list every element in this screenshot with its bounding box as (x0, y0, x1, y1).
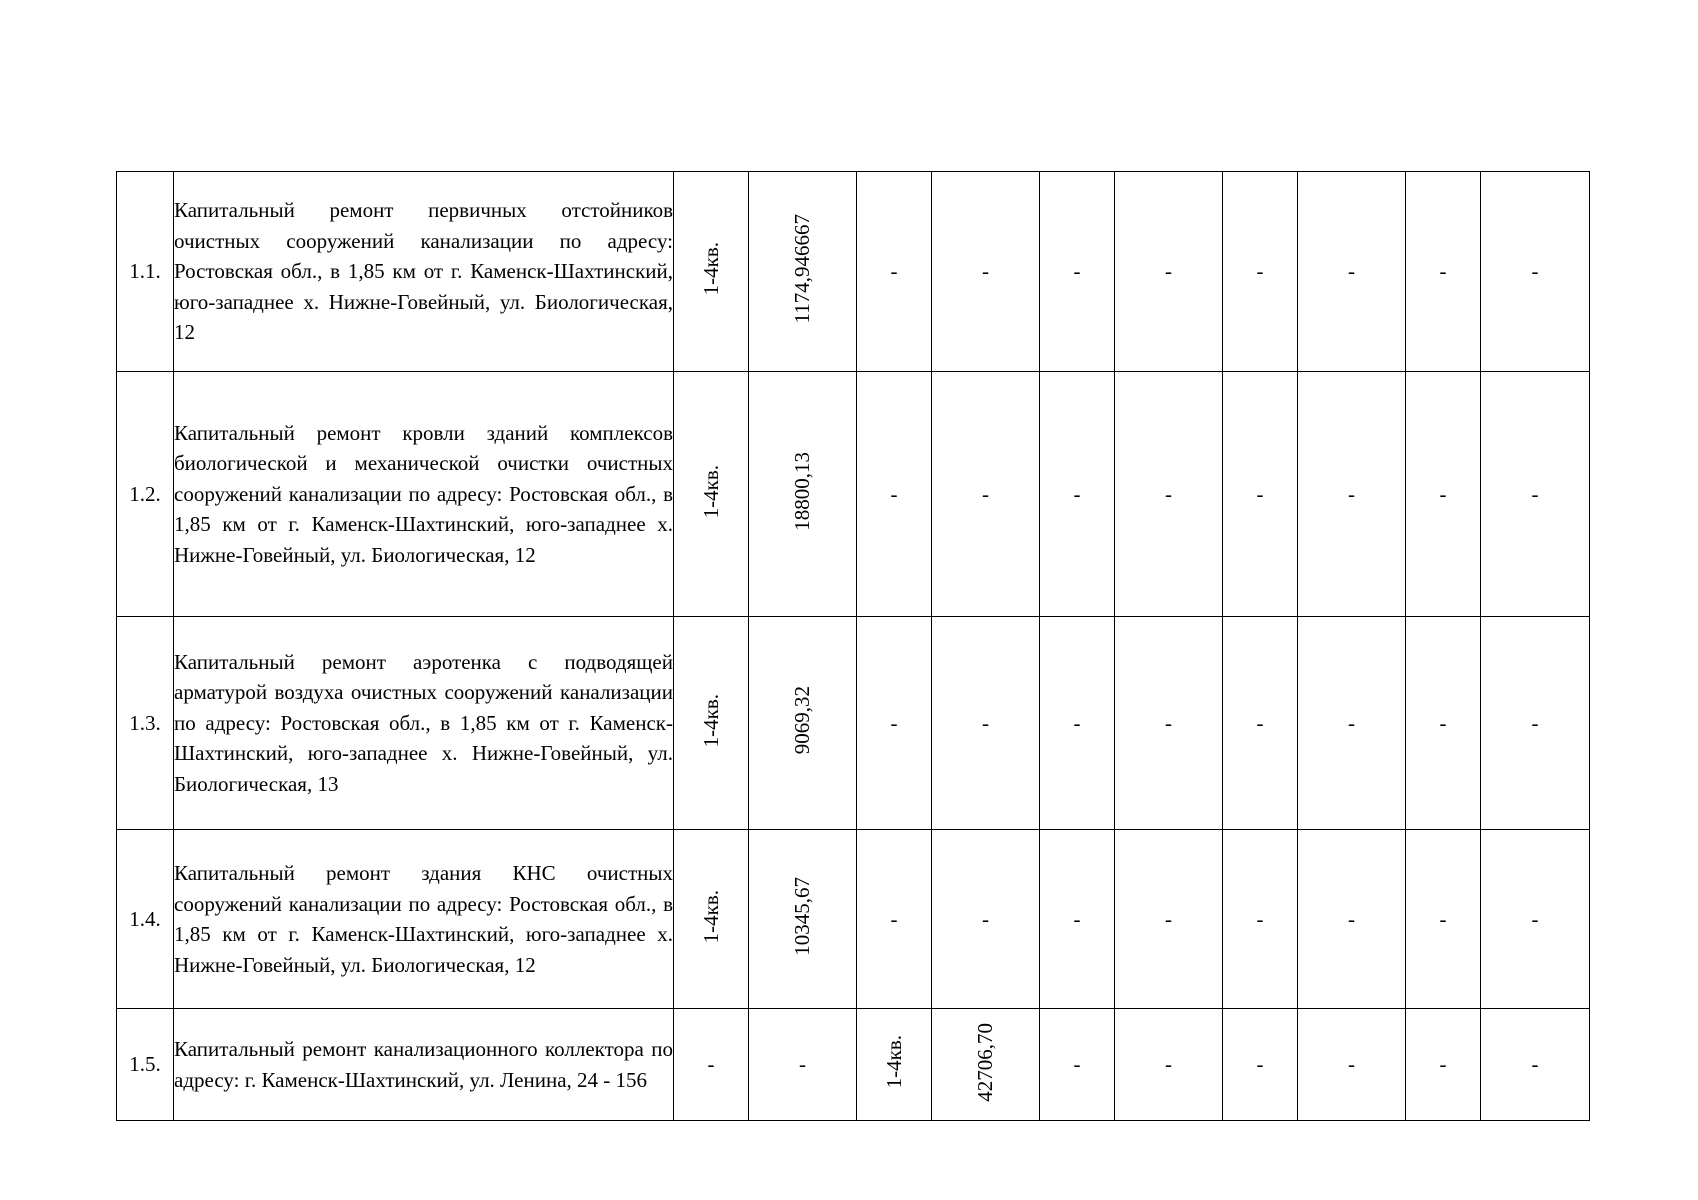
row-number: 1.2. (117, 372, 174, 617)
row-number: 1.1. (117, 172, 174, 372)
value-cell: - (1406, 372, 1481, 617)
value-cell: - (932, 172, 1040, 372)
row-number: 1.4. (117, 830, 174, 1009)
work-description: Капитальный ремонт кровли зданий комплексов биологической и механической очистки очистных сооружений канализации по адресу: Ростовская обл., в 1,85 км от г. Каменск-Шахтинский, юго-западнее х. Нижне-Говейный, ул. Биологическая, 12 (174, 372, 674, 617)
value-cell: - (857, 372, 932, 617)
value-cell: - (1298, 172, 1406, 372)
table-row (117, 830, 1590, 1009)
value-cell: - (1406, 617, 1481, 830)
amount-cell (749, 172, 857, 372)
value-cell: - (1115, 372, 1223, 617)
work-description: Капитальный ремонт здания КНС очистных сооружений канализации по адресу: Ростовская обл., в 1,85 км от г. Каменск-Шахтинский, юго-западнее х. Нижне-Говейный, ул. Биологическая, 12 (174, 830, 674, 1009)
period-value: 1-4кв. (698, 889, 723, 944)
value-cell: - (1223, 372, 1298, 617)
period-cell (674, 372, 749, 617)
value-cell: - (1040, 372, 1115, 617)
value-cell: - (1481, 617, 1590, 830)
value-cell: - (1040, 172, 1115, 372)
value-cell: - (932, 830, 1040, 1009)
value-cell: - (1481, 1009, 1590, 1121)
period-value: 1-4кв. (698, 464, 723, 519)
value-cell: - (1115, 172, 1223, 372)
value-cell: - (1406, 172, 1481, 372)
value-cell: - (932, 372, 1040, 617)
value-cell: - (1115, 830, 1223, 1009)
amount-cell (932, 1009, 1040, 1121)
value-cell: - (1115, 1009, 1223, 1121)
amount-cell (749, 617, 857, 830)
period-value: 1-4кв. (698, 693, 723, 748)
period-cell (674, 617, 749, 830)
value-cell: - (1298, 617, 1406, 830)
work-description: Капитальный ремонт первичных отстойников очистных сооружений канализации по адресу: Ростовская обл., в 1,85 км от г. Каменск-Шахтинский, юго-западнее х. Нижне-Говейный, ул. Биологическая, 12 (174, 172, 674, 372)
period-cell (857, 1009, 932, 1121)
amount-value: 9069,32 (790, 686, 814, 755)
value-cell: - (1115, 617, 1223, 830)
value-cell: - (932, 617, 1040, 830)
amount-value: 10345,67 (790, 877, 814, 956)
period-value: 1-4кв. (698, 242, 723, 296)
works-table (116, 171, 1590, 1121)
value-cell: - (1223, 1009, 1298, 1121)
value-cell: - (857, 830, 932, 1009)
amount-value: 42706,70 (973, 1022, 997, 1102)
table-row (117, 172, 1590, 372)
amount-cell (749, 830, 857, 1009)
value-cell: - (1481, 830, 1590, 1009)
value-cell: - (1040, 617, 1115, 830)
value-cell: - (1298, 1009, 1406, 1121)
table-row (117, 617, 1590, 830)
work-description: Капитальный ремонт канализационного коллектора по адресу: г. Каменск-Шахтинский, ул. Ленина, 24 - 156 (174, 1009, 674, 1121)
value-cell: - (1223, 172, 1298, 372)
amount-value: 18800,13 (790, 452, 814, 531)
amount-cell (749, 372, 857, 617)
value-cell: - (1481, 172, 1590, 372)
period-cell (674, 172, 749, 372)
value-cell: - (1406, 830, 1481, 1009)
value-cell: - (1298, 830, 1406, 1009)
work-description: Капитальный ремонт аэротенка с подводящей арматурой воздуха очистных сооружений канализации по адресу: Ростовская обл., в 1,85 км от г. Каменск-Шахтинский, юго-западнее х. Нижне-Говейный, ул. Биологическая, 13 (174, 617, 674, 830)
value-cell: - (749, 1009, 857, 1121)
table-row (117, 372, 1590, 617)
row-number: 1.5. (117, 1009, 174, 1121)
value-cell: - (1298, 372, 1406, 617)
value-cell: - (1481, 372, 1590, 617)
value-cell: - (857, 617, 932, 830)
value-cell: - (674, 1009, 749, 1121)
period-cell (674, 830, 749, 1009)
table-row (117, 1009, 1590, 1121)
value-cell: - (1223, 830, 1298, 1009)
amount-value: 1174,946667 (790, 214, 814, 324)
value-cell: - (857, 172, 932, 372)
value-cell: - (1223, 617, 1298, 830)
value-cell: - (1406, 1009, 1481, 1121)
value-cell: - (1040, 830, 1115, 1009)
period-value: 1-4кв. (881, 1035, 906, 1089)
row-number: 1.3. (117, 617, 174, 830)
value-cell: - (1040, 1009, 1115, 1121)
